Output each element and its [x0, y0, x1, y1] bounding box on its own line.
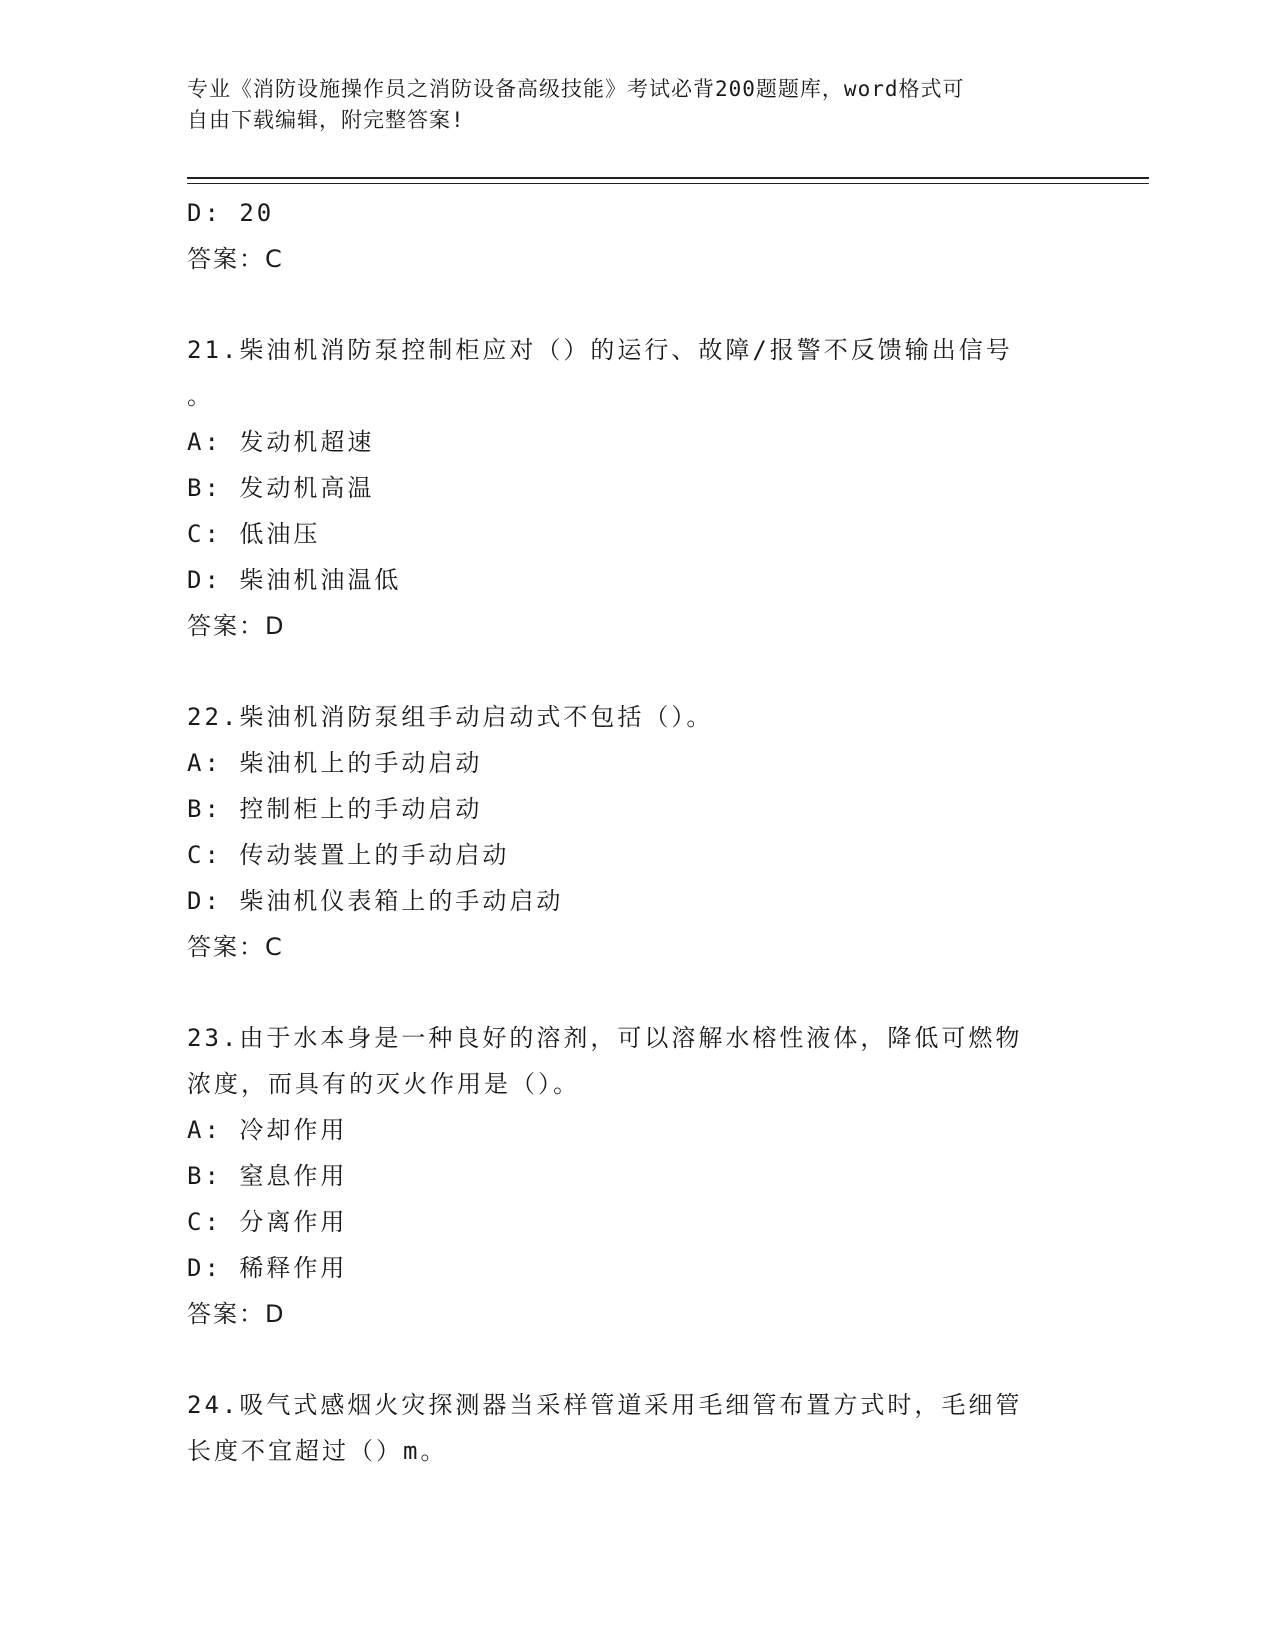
- question-list: [187, 190, 1087, 1474]
- option-d: D: 稀释作用: [187, 1254, 348, 1282]
- question-text: 22.柴油机消防泵组手动启动式不包括（）。: [187, 703, 714, 731]
- question-item: [187, 694, 1087, 970]
- header-rule-thin: [187, 183, 1149, 184]
- option-d: D: 柴油机仪表箱上的手动启动: [187, 887, 564, 915]
- option-a: A: 柴油机上的手动启动: [187, 749, 483, 777]
- question-text-continued: 。: [187, 382, 214, 410]
- question-text: 24.吸气式感烟火灾探测器当采样管道采用毛细管布置方式时，毛细管: [187, 1391, 1023, 1419]
- header-line-2: 自由下载编辑，附完整答案!: [187, 108, 465, 132]
- option-c: C: 传动装置上的手动启动: [187, 841, 510, 869]
- option-c: C: 分离作用: [187, 1208, 348, 1236]
- option-a: A: 冷却作用: [187, 1116, 348, 1144]
- header-line-1: 专业《消防设施操作员之消防设备高级技能》考试必背200题题库，word格式可: [187, 77, 965, 101]
- question-item: [187, 1015, 1087, 1337]
- option-b: B: 窒息作用: [187, 1162, 348, 1190]
- question-text-continued: 长度不宜超过（）m。: [187, 1437, 448, 1465]
- answer-line: 答案：C: [187, 245, 284, 273]
- option-d: D: 柴油机油温低: [187, 566, 402, 594]
- header-rule-thick: [187, 177, 1149, 179]
- option-d: D: 20: [187, 199, 275, 227]
- question-text: 23.由于水本身是一种良好的溶剂，可以溶解水榕性液体，降低可燃物: [187, 1024, 1023, 1052]
- question-text: 21.柴油机消防泵控制柜应对（）的运行、故障/报警不反馈输出信号: [187, 336, 1013, 364]
- page-header: [187, 74, 1067, 136]
- question-item: [187, 1382, 1087, 1474]
- option-a: A: 发动机超速: [187, 428, 375, 456]
- answer-line: 答案：C: [187, 933, 284, 961]
- option-b: B: 控制柜上的手动启动: [187, 795, 483, 823]
- answer-line: 答案：D: [187, 612, 286, 640]
- option-b: B: 发动机高温: [187, 474, 375, 502]
- question-item: [187, 327, 1087, 649]
- question-text-continued: 浓度，而具有的灭火作用是（）。: [187, 1070, 580, 1098]
- option-c: C: 低油压: [187, 520, 321, 548]
- answer-line: 答案：D: [187, 1300, 286, 1328]
